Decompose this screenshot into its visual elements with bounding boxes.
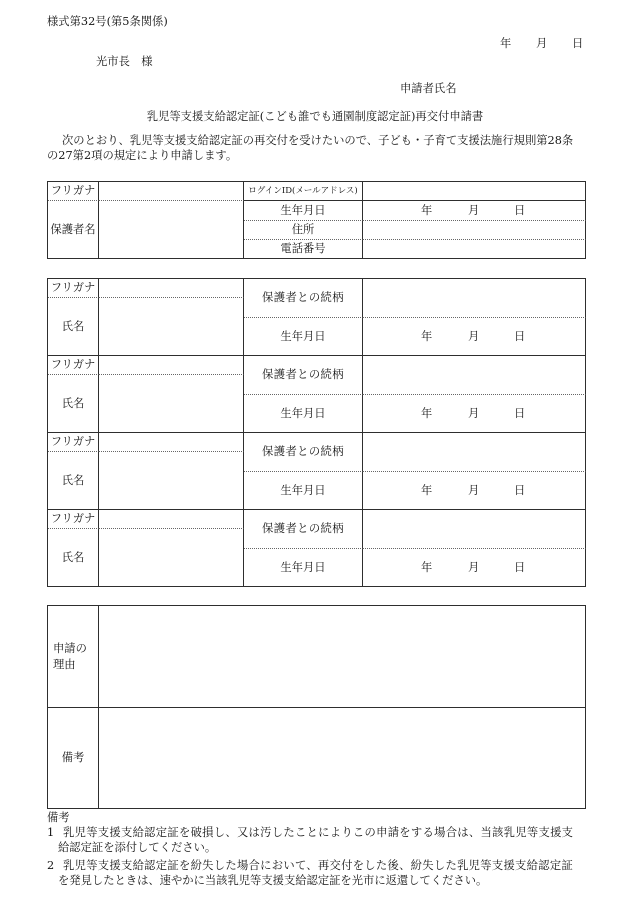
- child-birthdate-label: 生年月日: [244, 472, 363, 510]
- header-date: [495, 37, 585, 51]
- children-table: [47, 278, 586, 587]
- child-name-label: 氏名: [48, 298, 99, 356]
- note-item-2: [47, 859, 585, 888]
- notes-section: [47, 811, 585, 888]
- birthdate-month-unit: 月: [468, 560, 480, 574]
- child-birthdate-field: [363, 472, 586, 510]
- guardian-address-label: 住所: [244, 221, 363, 240]
- note-line: を発見したときは、速やかに当該乳児等支援支給認定証を光市に返還してください。: [58, 874, 488, 887]
- intro-line: の27第2項の規定により申請します。: [47, 149, 238, 162]
- child-name-field: [99, 452, 244, 510]
- guardian-furigana-label: フリガナ: [48, 182, 99, 201]
- intro-text: [47, 134, 585, 163]
- form-title: 乳児等支援支給認定証(こども誰でも通園制度認定証)再交付申請書: [146, 110, 484, 123]
- guardian-name-field: [99, 201, 244, 259]
- child-birthdate-field: [363, 395, 586, 433]
- child-furigana-label: フリガナ: [48, 356, 99, 375]
- child-furigana-field: [99, 356, 244, 375]
- birthdate-day-unit: 日: [514, 483, 526, 497]
- guardian-phone-field: [363, 240, 586, 259]
- birthdate-month-unit: 月: [468, 329, 480, 343]
- remarks-label: 備考: [48, 708, 99, 809]
- application-reason-label: [48, 606, 99, 708]
- child-relation-field: [363, 433, 586, 472]
- form-number: 様式第32号(第5条関係): [47, 15, 168, 28]
- birthdate-year-unit: 年: [421, 203, 433, 217]
- header-date-year-unit: 年: [500, 37, 512, 50]
- child-name-field: [99, 298, 244, 356]
- intro-line: 次のとおり、乳児等支援支給認定証の再交付を受けたいので、子ども・子育て支援法施行規則第28条: [62, 134, 574, 147]
- birthdate-day-unit: 日: [514, 329, 526, 343]
- child-furigana-field: [99, 510, 244, 529]
- child-furigana-field: [99, 433, 244, 452]
- application-reason-label-line: 申請の: [53, 641, 87, 655]
- guardian-address-field: [363, 221, 586, 240]
- birthdate-day-unit: 日: [514, 203, 526, 217]
- note-line: 給認定証を添付してください。: [58, 841, 217, 854]
- guardian-login-id-field: [363, 182, 586, 201]
- child-relation-field: [363, 279, 586, 318]
- child-furigana-label: フリガナ: [48, 433, 99, 452]
- applicant-name-label: 申請者氏名: [400, 82, 457, 95]
- guardian-birthdate-label: 生年月日: [244, 201, 363, 221]
- child-block-2: [48, 356, 586, 433]
- remarks-field: [99, 708, 586, 809]
- child-relation-label: 保護者との続柄: [244, 356, 363, 395]
- birthdate-year-unit: 年: [421, 406, 433, 420]
- child-birthdate-label: 生年月日: [244, 318, 363, 356]
- child-birthdate-field: [363, 549, 586, 587]
- note-line: 乳児等支援支給認定証を破損し、又は汚したことによりこの申請をする場合は、当該乳児等支援支: [63, 826, 574, 839]
- note-number: 2: [47, 859, 55, 872]
- child-block-4: [48, 510, 586, 587]
- child-furigana-label: フリガナ: [48, 279, 99, 298]
- child-relation-field: [363, 356, 586, 395]
- birthdate-year-unit: 年: [421, 560, 433, 574]
- child-birthdate-field: [363, 318, 586, 356]
- child-relation-label: 保護者との続柄: [244, 510, 363, 549]
- birthdate-day-unit: 日: [514, 560, 526, 574]
- guardian-login-id-label: ログインID(メールアドレス): [244, 182, 363, 201]
- guardian-phone-label: 電話番号: [244, 240, 363, 259]
- application-reason-field: [99, 606, 586, 708]
- birthdate-month-unit: 月: [468, 406, 480, 420]
- guardian-birthdate-field: [363, 201, 586, 221]
- reason-remarks-table: [47, 605, 586, 809]
- note-line: 乳児等支援支給認定証を紛失した場合において、再交付をした後、紛失した乳児等支援支給認定証: [63, 859, 574, 872]
- birthdate-month-unit: 月: [468, 483, 480, 497]
- guardian-name-label: 保護者名: [48, 201, 99, 259]
- guardian-furigana-field: [99, 182, 244, 201]
- child-name-label: 氏名: [48, 452, 99, 510]
- child-name-field: [99, 375, 244, 433]
- child-name-label: 氏名: [48, 529, 99, 587]
- child-relation-field: [363, 510, 586, 549]
- note-number: 1: [47, 826, 55, 839]
- child-name-field: [99, 529, 244, 587]
- child-relation-label: 保護者との続柄: [244, 433, 363, 472]
- birthdate-year-unit: 年: [421, 483, 433, 497]
- birthdate-day-unit: 日: [514, 406, 526, 420]
- child-birthdate-label: 生年月日: [244, 549, 363, 587]
- guardian-table: [47, 181, 586, 259]
- notes-heading: 備考: [47, 811, 70, 824]
- note-item-1: [47, 826, 585, 855]
- header-date-month-unit: 月: [536, 37, 548, 50]
- header-date-day-unit: 日: [572, 37, 584, 50]
- child-block-3: [48, 433, 586, 510]
- child-furigana-field: [99, 279, 244, 298]
- birthdate-year-unit: 年: [421, 329, 433, 343]
- child-birthdate-label: 生年月日: [244, 395, 363, 433]
- child-relation-label: 保護者との続柄: [244, 279, 363, 318]
- child-name-label: 氏名: [48, 375, 99, 433]
- application-reason-label-line: 理由: [53, 657, 76, 671]
- birthdate-month-unit: 月: [468, 203, 480, 217]
- addressee: 光市長 様: [96, 55, 153, 68]
- child-block-1: [48, 279, 586, 356]
- child-furigana-label: フリガナ: [48, 510, 99, 529]
